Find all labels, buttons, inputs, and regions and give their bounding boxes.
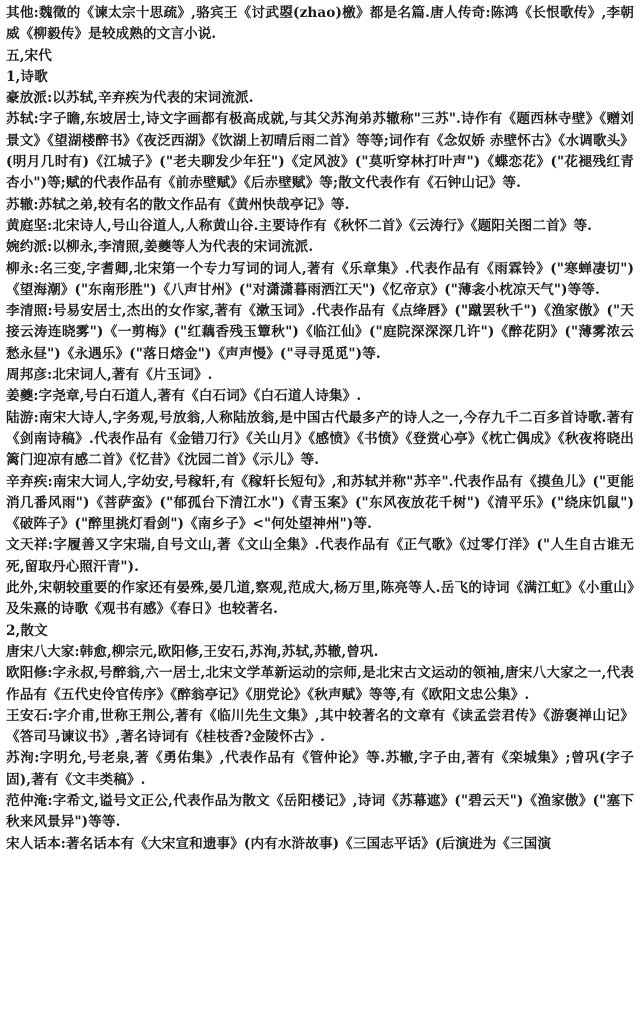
paragraph-su-shi: 苏轼:字子瞻,东坡居士,诗文字画都有极高成就,与其父苏洵弟苏辙称"三苏".诗作有《题西林寺壁》《赠刘景文》《望湖楼醉书》《夜泛西湖》《饮湖上初晴后雨二首》等等;词作有《念奴娇 赤壁怀古》《水调歌头》(明月几时有)《江城子》("老夫聊发少年狂")《定风波》("莫听穿林打叶声")《蝶恋花》("花褪残红青杏小")等;赋的代表作品有《前赤壁赋》《后赤壁赋》等;散文代表作有《石钟山记》等. [6, 111, 634, 192]
paragraph-eight-masters: 唐宋八大家:韩愈,柳宗元,欧阳修,王安石,苏洵,苏轼,苏辙,曾巩. [6, 643, 379, 660]
paragraph-su-xun: 苏洵:字明允,号老泉,著《勇佑集》,代表作品有《管仲论》等.苏辙,字子由,著有《栾城集》;曾巩(字子固),著有《文丰类稿》. [6, 750, 634, 788]
paragraph-zhou-bangyan: 周邦彦:北宋词人,著有《片玉词》. [6, 367, 213, 384]
paragraph-ouyang-xiu: 欧阳修:字永叔,号醉翁,六一居士,北宋文学革新运动的宗师,是北宋古文运动的领袖,唐宋八大家之一,代表作品有《五代史伶官传序》《醉翁亭记》《朋党论》《秋声赋》等等,有《欧阳文忠公集》. [6, 665, 634, 703]
paragraph-wen-tianxiang: 文天祥:字履善又字宋瑞,自号文山,著《文山全集》.代表作品有《正气歌》《过零仃洋》("人生自古谁无死,留取丹心照汗青"). [6, 537, 634, 575]
paragraph-fan-zhongyan: 范仲淹:字希文,谥号文正公,代表作品为散文《岳阳楼记》,诗词《苏幕遮》("碧云天")《渔家傲》("塞下秋来风景异")等等. [6, 792, 634, 831]
paragraph-su-zhe: 苏辙:苏轼之弟,较有名的散文作品有《黄州快哉亭记》等. [6, 196, 350, 213]
paragraph-other-tang-works: 其他:魏徵的《谏太宗十思疏》,骆宾王《讨武曌(zhao)檄》都是名篇.唐人传奇:陈鸿《长恨歌传》,李朝威《柳毅传》是较成熟的文言小说. [6, 5, 634, 43]
paragraph-li-qingzhao: 李清照:号易安居士,杰出的女作家,著有《漱玉词》.代表作品有《点绛唇》("蹴罢秋千")《渔家傲》("天接云涛连晓雾")《一剪梅》("红藕香残玉簟秋")《临江仙》("庭院深深深几许")《醉花阴》("薄雾浓云愁永昼")《永遇乐》("落日熔金")《声声慢》("寻寻觅觅")等. [6, 303, 634, 362]
paragraph-liu-yong: 柳永:名三变,字耆卿,北宋第一个专力写词的词人,著有《乐章集》.代表作品有《雨霖铃》("寒蝉凄切")《望海潮》("东南形胜")《八声甘州》("对潇潇暮雨洒江天")《忆帝京》("薄衾小枕凉天气")等等. [6, 260, 634, 298]
paragraph-xin-qiji: 辛弃疾:南宋大词人,字幼安,号稼轩,有《稼轩长短句》,和苏轼并称"苏辛".代表作品有《摸鱼儿》("更能消几番风雨")《菩萨蛮》("郁孤台下清江水")《青玉案》("东风夜放花千树")《清平乐》("绕床饥鼠")《破阵子》("醉里挑灯看剑")《南乡子》<"何处望神州")等. [6, 473, 634, 533]
paragraph-other-song-writers: 此外,宋朝较重要的作家还有晏殊,晏几道,察观,范成大,杨万里,陈亮等人.岳飞的诗词《满江虹》《小重山》及朱熹的诗歌《观书有感》《春日》也较著名. [6, 580, 634, 618]
paragraph-haofang-school: 豪放派:以苏轼,辛弃疾为代表的宋词流派. [6, 90, 254, 107]
section-heading-song: 五,宋代 [6, 47, 52, 64]
subsection-heading-prose: 2,散文 [6, 622, 48, 639]
paragraph-jiang-kui: 姜夔:字尧章,号白石道人,著有《白石词》《白石道人诗集》. [6, 388, 362, 405]
paragraph-lu-you: 陆游:南宋大诗人,字务观,号放翁,人称陆放翁,是中国古代最多产的诗人之一,今存九千二百多首诗歌.著有《剑南诗稿》.代表作品有《金错刀行》《关山月》《感愤》《书愤》《登赏心亭》《枕亡偶成》《秋夜将晓出篱门迎凉有感二首》《忆昔》《沈园二首》《示儿》等. [6, 409, 634, 469]
paragraph-wang-anshi: 王安石:字介甫,世称王荆公,著有《临川先生文集》,其中较著名的文章有《读孟尝君传》《游褒禅山记》《答司马谏议书》,著名诗词有《桂枝香?金陵怀古》. [6, 707, 634, 746]
subsection-heading-poetry: 1,诗歌 [6, 68, 48, 85]
paragraph-song-huaben: 宋人话本:著名话本有《大宋宣和遗事》(内有水浒故事)《三国志平话》(后演进为《三国演 [6, 835, 552, 852]
paragraph-wanyue-school: 婉约派:以柳永,李清照,姜夔等人为代表的宋词流派. [6, 239, 314, 256]
paragraph-huang-tingjian: 黄庭坚:北宋诗人,号山谷道人,人称黄山谷.主要诗作有《秋怀二首》《云涛行》《题阳关图二首》等. [6, 217, 592, 234]
